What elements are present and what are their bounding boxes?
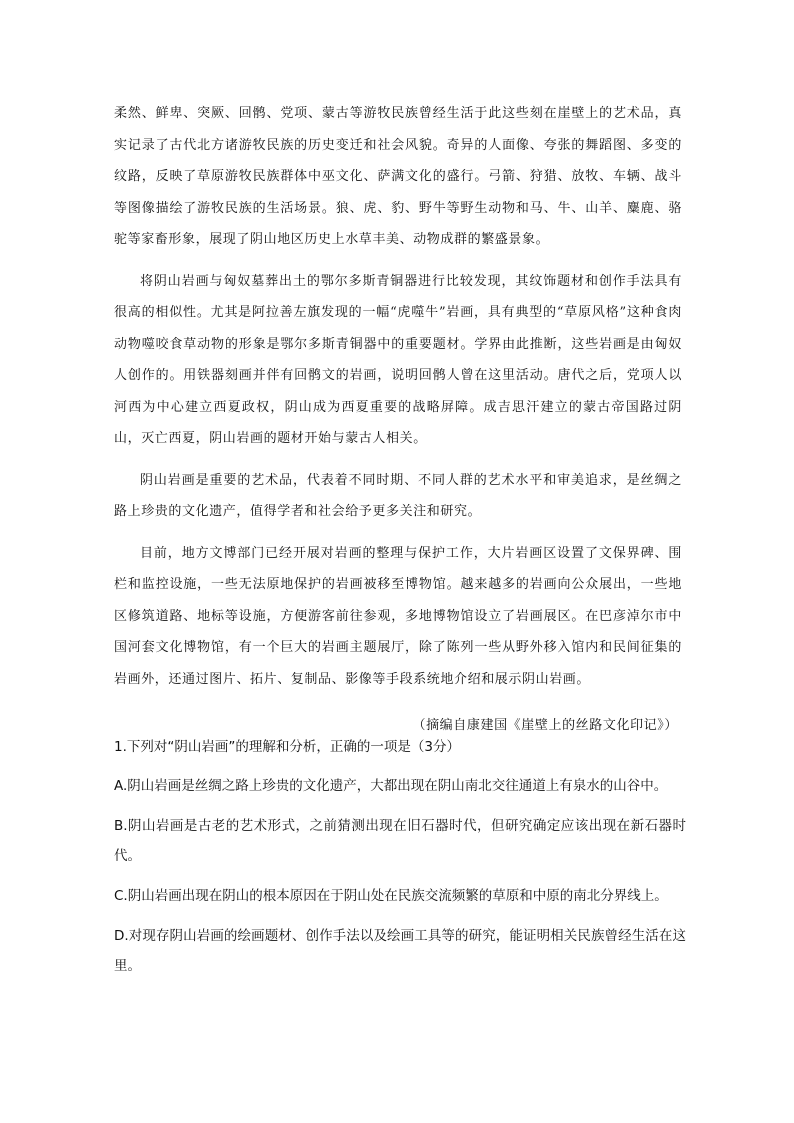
passage-paragraph-2: 将阴山岩画与匈奴墓葬出土的鄂尔多斯青铜器进行比较发现，其纹饰题材和创作手法具有很高的相似性。尤其是阿拉善左旗发现的一幅“虎噬牛”岩画，具有典型的“草原风格”这种食肉动物噬咬食草动物的形象是鄂尔多斯青铜器中的重要题材。学界由此推断，这些岩画是由匈奴人创作的。用铁器刻画并伴有回鹘文的岩画，说明回鹘人曾在这里活动。唐代之后，党项人以河西为中心建立西夏政权，阴山成为西夏重要的战略屏障。成吉思汗建立的蒙古帝国路过阴山，灭亡西夏，阴山岩画的题材开始与蒙古人相关。	[114, 273, 682, 446]
passage-paragraph-3: 阴山岩画是重要的艺术品，代表着不同时期、不同人群的艺术水平和审美追求，是丝绸之路上珍贵的文化遗产，值得学者和社会给予更多关注和研究。	[114, 472, 682, 519]
passage-paragraph-4: 目前，地方文博部门已经开展对岩画的整理与保护工作，大片岩画区设置了文保界碑、围栏和监控设施，一些无法原地保护的岩画被移至博物馆。越来越多的岩画向公众展出，一些地区修筑道路、地标等设施，方便游客前往参观，多地博物馆设立了岩画展区。在巴彦淖尔市中国河套文化博物馆，有一个巨大的岩画主题展厅，除了陈列一些从野外移入馆内和民间征集的岩画外，还通过图片、拓片、复制品、影像等手段系统地介绍和展示阴山岩画。	[114, 545, 682, 687]
passage-paragraph-1: 柔然、鲜卑、突厥、回鹘、党项、蒙古等游牧民族曾经生活于此这些刻在崖壁上的艺术品，真实记录了古代北方诸游牧民族的历史变迁和社会风貌。奇异的人面像、夸张的舞蹈图、多变的纹路，反映了草原游牧民族群体中巫文化、萨满文化的盛行。弓箭、狩猎、放牧、车辆、战斗等图像描绘了游牧民族的生活场景。狼、虎、豹、野牛等野生动物和马、牛、山羊、麋鹿、骆驼等家畜形象，展现了阴山地区历史上水草丰美、动物成群的繁盛景象。	[114, 106, 682, 247]
option-c: C.阴山岩画出现在阴山的根本原因在于阴山处在民族交流频繁的草原和中原的南北分界线上。	[114, 888, 668, 904]
question-stem: 1.下列对“阴山岩画”的理解和分析，正确的一项是（3分）	[114, 739, 460, 755]
source-citation: （摘编自康建国《崖壁上的丝路文化印记》）	[412, 718, 678, 733]
question-1	[114, 733, 686, 981]
option-a: A.阴山岩画是丝绸之路上珍贵的文化遗产，大都出现在阴山南北交往通道上有泉水的山谷中。	[114, 778, 668, 794]
reading-passage	[114, 98, 682, 705]
option-b: B.阴山岩画是古老的艺术形式，之前猜测出现在旧石器时代，但研究确定应该出现在新石器时代。	[114, 818, 686, 864]
option-d: D.对现存阴山岩画的绘画题材、创作手法以及绘画工具等的研究，能证明相关民族曾经生活在这里。	[114, 928, 686, 974]
